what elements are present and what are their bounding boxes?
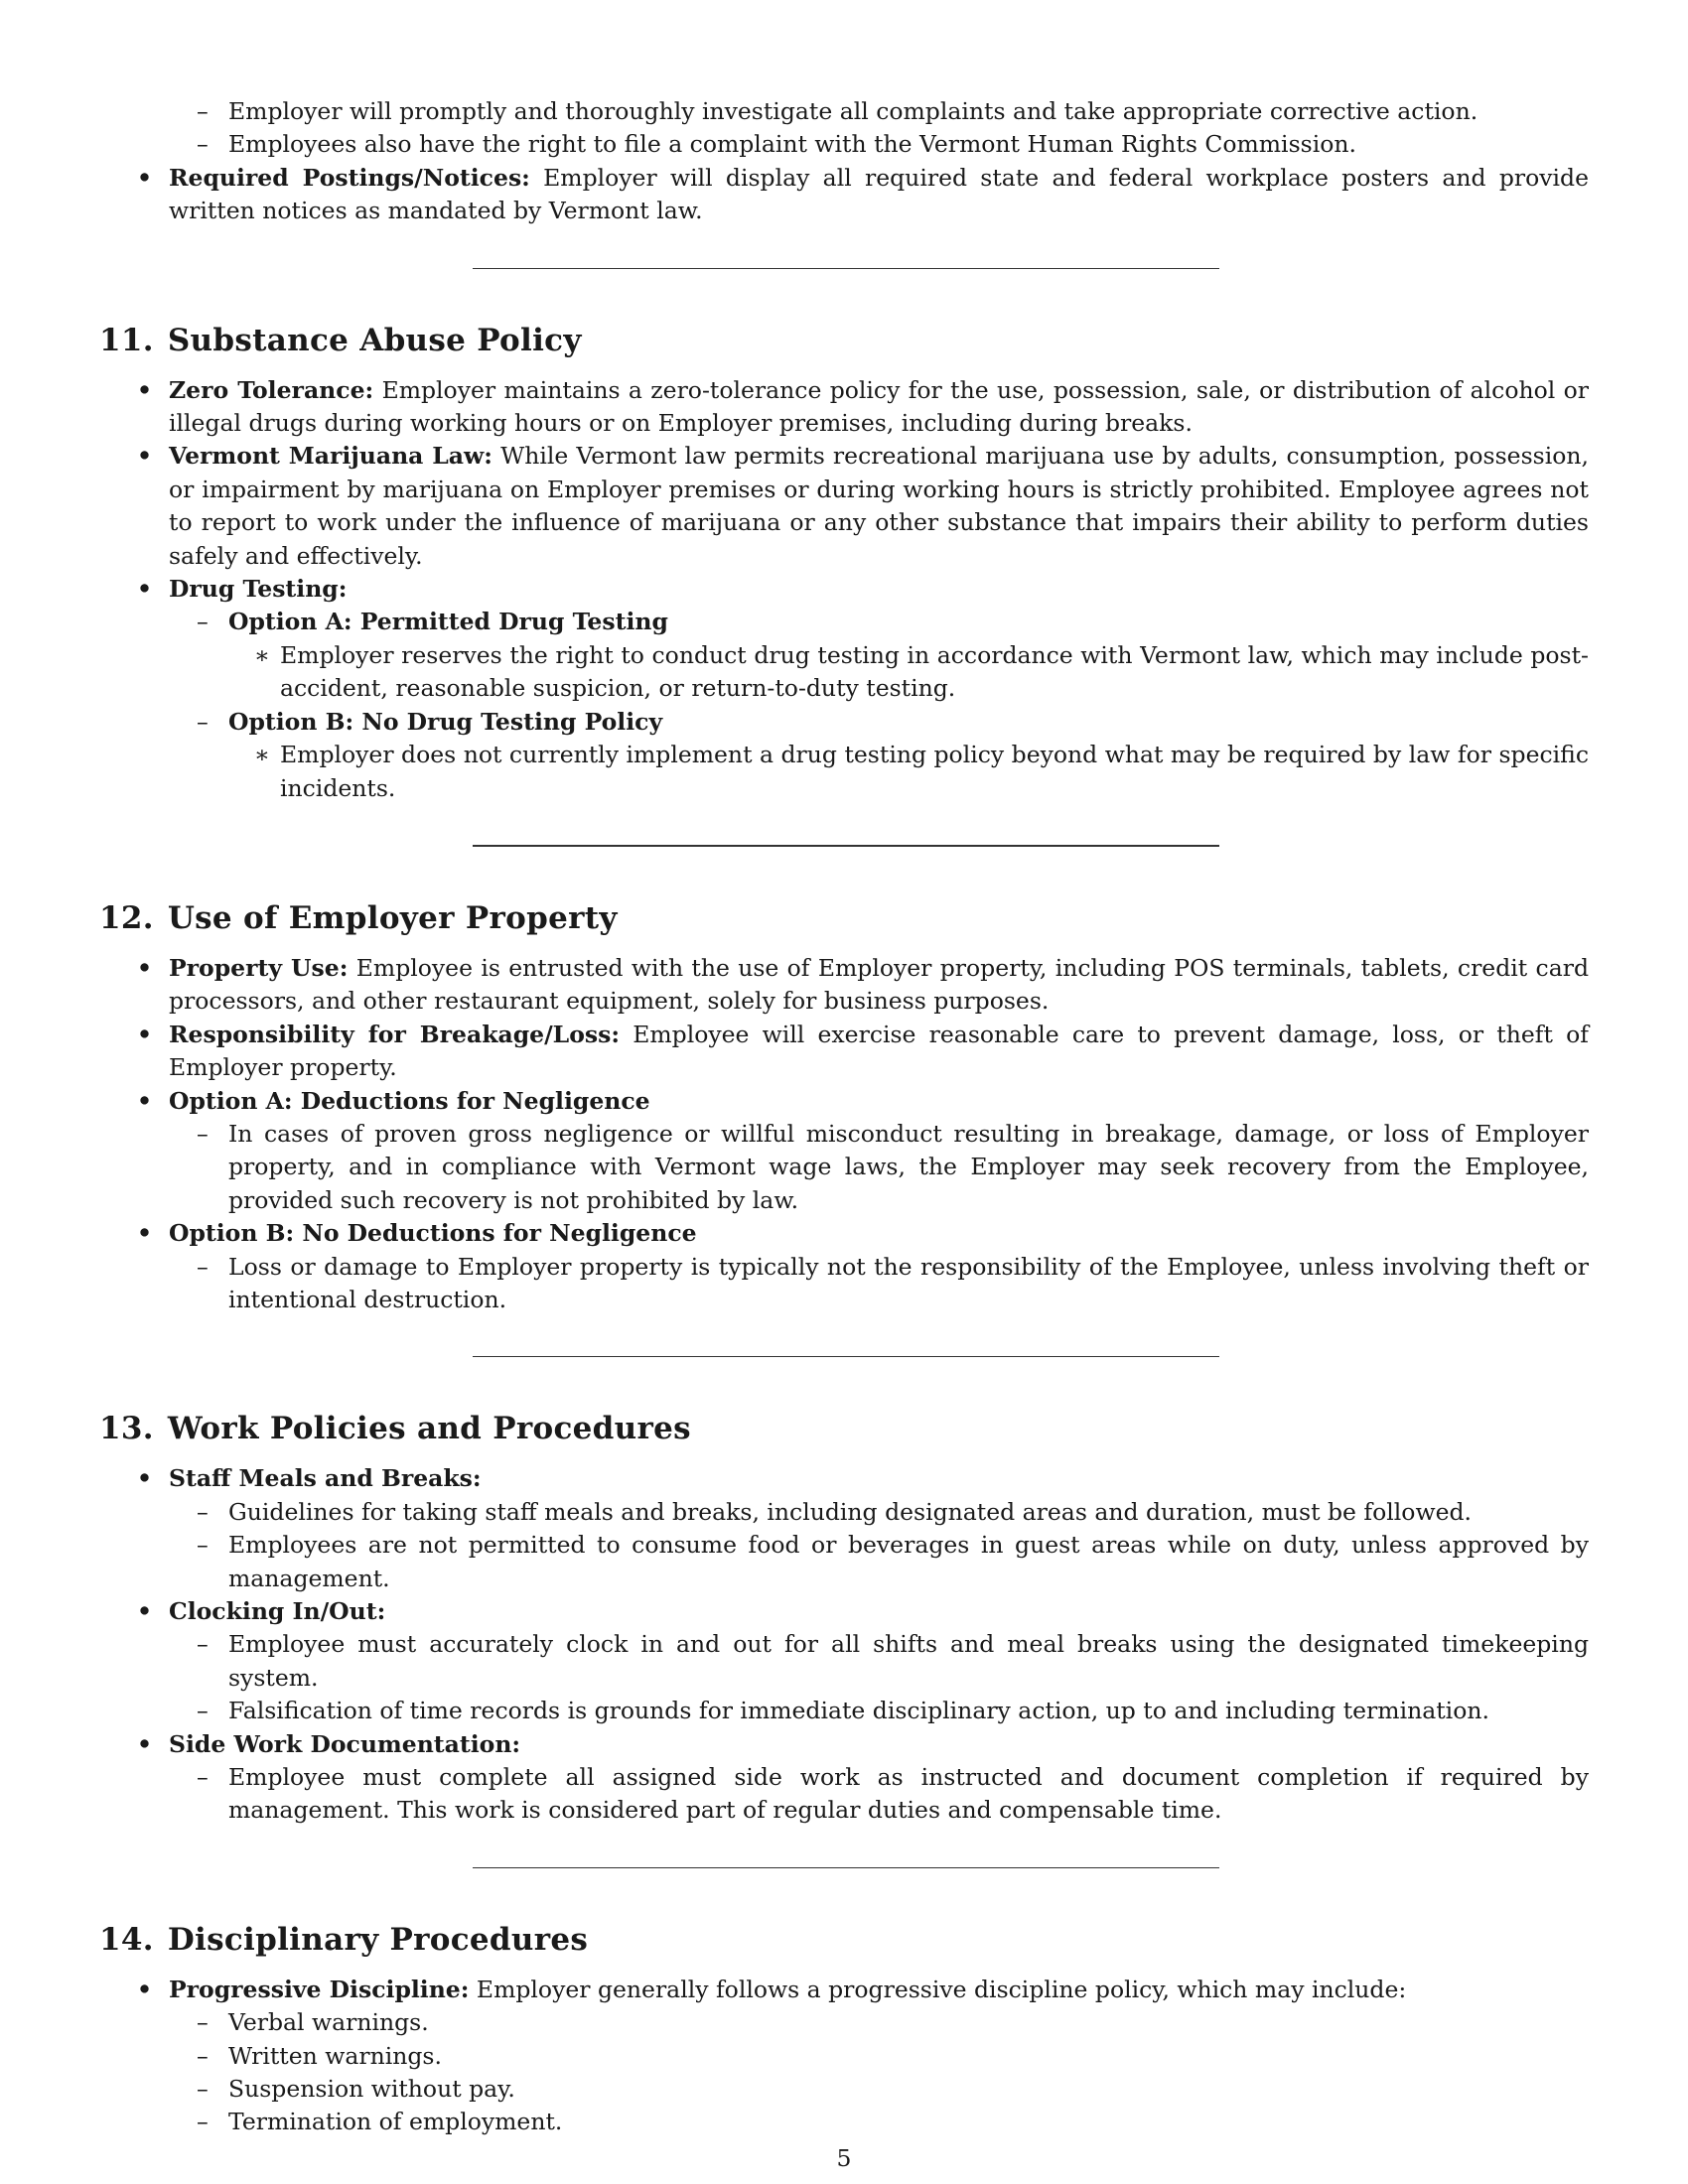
list-item: – In cases of proven gross negligence or willful misconduct resulting in breakage, damage, or loss of Employer property, and in compliance with Vermont wage laws, the Employer may seek recovery from the Employee, provided such recovery is not prohibited by law. bbox=[197, 1119, 1589, 1214]
list-item: • Progressive Discipline: Employer generally follows a progressive discipline policy, which may include: – Verbal warnings. – Written warnings. – Suspension without pay. – Termination of employment. bbox=[99, 1974, 1589, 2139]
section-heading: 12. Use of Employer Property bbox=[99, 899, 618, 936]
list-item: • Required Postings/Notices: Employer will display all required state and federal workplace posters and provide written notices as mandated by Vermont law. bbox=[137, 163, 1589, 225]
item-label: Required Postings/Notices: bbox=[169, 163, 530, 192]
intro-continuation bbox=[99, 95, 1589, 228]
list-item: – Employees also have the right to file a complaint with the Vermont Human Rights Commission. bbox=[197, 130, 1356, 159]
section-divider bbox=[473, 845, 1219, 847]
list-item: – Verbal warnings. bbox=[197, 2008, 429, 2037]
list-item: • Side Work Documentation: – Employee must complete all assigned side work as instructed and document completion if required by management. This work is considered part of regular duties and compensable time. bbox=[99, 1728, 1589, 1828]
list-item: – Guidelines for taking staff meals and breaks, including designated areas and duration, must be followed. bbox=[197, 1497, 1472, 1526]
list-item: – Option A: Permitted Drug Testing ∗ Employer reserves the right to conduct drug testing in accordance with Vermont law, which may include post-accident, reasonable suspicion, or return-to-duty testing. bbox=[169, 606, 1589, 705]
section-heading: 13. Work Policies and Procedures bbox=[99, 1411, 691, 1447]
section-divider bbox=[473, 268, 1219, 269]
section-divider bbox=[473, 1867, 1219, 1868]
section-13 bbox=[99, 1409, 1589, 1827]
list-item: – Employee must complete all assigned side work as instructed and document completion if required by management. This work is considered part of regular duties and compensable time. bbox=[197, 1763, 1589, 1825]
section-heading: 11. Substance Abuse Policy bbox=[99, 322, 582, 358]
list-item: – Termination of employment. bbox=[197, 2108, 563, 2136]
list-item: – Falsification of time records is grounds for immediate disciplinary action, up to and including termination. bbox=[197, 1697, 1489, 1725]
list-item: – Option B: No Drug Testing Policy ∗ Employer does not currently implement a drug testing policy beyond what may be required by law for specific incidents. bbox=[169, 706, 1589, 805]
list-item: ∗ Employer reserves the right to conduct drug testing in accordance with Vermont law, which may include post-accident, reasonable suspicion, or return-to-duty testing. bbox=[254, 640, 1589, 703]
document-page bbox=[99, 95, 1589, 2139]
list-item: • Responsibility for Breakage/Loss: Employee will exercise reasonable care to prevent damage, loss, or theft of Employer property. bbox=[137, 1020, 1589, 1082]
list-item: ∗ Employer does not currently implement a drug testing policy beyond what may be required by law for specific incidents. bbox=[254, 741, 1589, 802]
list-item: – Written warnings. bbox=[197, 2041, 442, 2070]
list-item: – Employer will promptly and thoroughly investigate all complaints and take appropriate corrective action. bbox=[197, 97, 1478, 125]
list-item: • Vermont Marijuana Law: While Vermont law permits recreational marijuana use by adults, consumption, possession, or impairment by marijuana on Employer premises or during working hours is strictly prohibited. Employee agrees not to report to work under the influence of marijuana or any other substance that impairs their ability to perform duties safely and effectively. bbox=[137, 442, 1589, 570]
list-item: • Clocking In/Out: – Employee must accurately clock in and out for all shifts and meal breaks using the designated timekeeping system. – Falsification of time records is grounds for immediate disciplinary action, up to and including termination. bbox=[99, 1595, 1589, 1728]
list-item: – Employees are not permitted to consume food or beverages in guest areas while on duty, unless approved by management. bbox=[197, 1531, 1589, 1592]
list-item: – Employee must accurately clock in and out for all shifts and meal breaks using the designated timekeeping system. bbox=[197, 1630, 1589, 1692]
list-item: – Loss or damage to Employer property is typically not the responsibility of the Employee, unless involving theft or intentional destruction. bbox=[197, 1252, 1589, 1313]
list-item: – Suspension without pay. bbox=[197, 2075, 515, 2104]
section-12 bbox=[99, 898, 1589, 1316]
section-14 bbox=[99, 1920, 1589, 2139]
list-item: • Staff Meals and Breaks: – Guidelines for taking staff meals and breaks, including designated areas and duration, must be followed. – Employees are not permitted to consume food or beverages in guest areas while on duty, unless approved by management. bbox=[99, 1462, 1589, 1595]
list-item: • Drug Testing: – Option A: Permitted Drug Testing ∗ Employer reserves the right to conduct drug testing in accordance with Vermont law, which may include post-accident, reasonable suspicion, or return-to-duty testing. – Option B: No Drug Testing Policy ∗ Employer does not currently implement a drug testing policy beyond what may be required by law for specific incidents. bbox=[99, 573, 1589, 805]
page-number: 5 bbox=[836, 2144, 852, 2172]
section-heading: 14. Disciplinary Procedures bbox=[99, 1921, 589, 1958]
section-11 bbox=[99, 321, 1589, 805]
list-item: • Option A: Deductions for Negligence – In cases of proven gross negligence or willful misconduct resulting in breakage, damage, or loss of Employer property, and in compliance with Vermont wage laws, the Employer may seek recovery from the Employee, provided such recovery is not prohibited by law. bbox=[99, 1085, 1589, 1218]
list-item: • Zero Tolerance: Employer maintains a zero-tolerance policy for the use, possession, sale, or distribution of alcohol or illegal drugs during working hours or on Employer premises, including during breaks. bbox=[137, 375, 1589, 438]
list-item: • Option B: No Deductions for Negligence – Loss or damage to Employer property is typically not the responsibility of the Employee, unless involving theft or intentional destruction. bbox=[99, 1217, 1589, 1316]
list-item: • Property Use: Employee is entrusted with the use of Employer property, including POS terminals, tablets, credit card processors, and other restaurant equipment, solely for business purposes. bbox=[137, 953, 1589, 1016]
section-divider bbox=[473, 1356, 1219, 1357]
